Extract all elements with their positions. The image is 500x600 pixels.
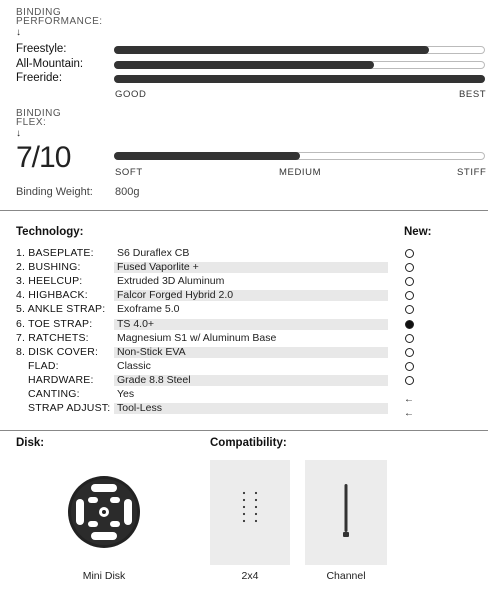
- down-arrow-icon: ↓: [16, 128, 21, 139]
- scale-stiff: STIFF: [457, 167, 487, 178]
- performance-heading-line2: PERFORMANCE:: [16, 16, 103, 27]
- technology-row-label: 5. ANKLE STRAP:: [16, 303, 106, 315]
- new-open-circle-icon: [404, 248, 414, 258]
- freeride-bar-fill: [114, 75, 485, 83]
- arrow-left-icon: ←: [404, 394, 414, 405]
- technology-row: [16, 375, 388, 387]
- technology-row-value: Non-Stick EVA: [117, 346, 186, 358]
- open-circle-icon: [405, 249, 414, 258]
- technology-row-label: 8. DISK COVER:: [16, 346, 99, 358]
- open-circle-icon: [405, 334, 414, 343]
- arrow-left-icon: [404, 389, 414, 405]
- scale-soft: SOFT: [115, 167, 143, 178]
- performance-label-freestyle: Freestyle:: [16, 43, 67, 55]
- freestyle-bar-fill: [114, 46, 429, 54]
- technology-row-value: Falcor Forged Hybrid 2.0: [117, 289, 234, 301]
- freeride-bar: [114, 75, 485, 83]
- open-circle-icon: [405, 362, 414, 371]
- open-circle-icon: [405, 263, 414, 272]
- all-mountain-bar-fill: [114, 61, 374, 69]
- filled-circle-icon: [405, 320, 414, 329]
- open-circle-icon: [405, 376, 414, 385]
- channel-slot-icon: [305, 460, 387, 565]
- new-open-circle-icon: [404, 262, 414, 272]
- technology-row-label: STRAP ADJUST:: [28, 402, 111, 414]
- technology-row: [16, 319, 388, 331]
- technology-title: Technology:: [16, 226, 84, 238]
- 2x4-hole-pattern-icon: [210, 460, 290, 565]
- new-open-circle-icon: [404, 333, 414, 343]
- new-open-circle-icon: [404, 304, 414, 314]
- technology-row: [16, 403, 388, 415]
- scale-good: GOOD: [115, 89, 147, 100]
- technology-row-value: Fused Vaporlite +: [117, 261, 199, 273]
- new-open-circle-icon: [404, 276, 414, 286]
- row-shade: [114, 389, 388, 400]
- technology-row-value: Grade 8.8 Steel: [117, 374, 191, 386]
- flex-heading-line1: BINDING: [16, 108, 62, 119]
- technology-row: [16, 290, 388, 302]
- binding-weight-value: 800g: [115, 186, 140, 198]
- performance-heading-line1: BINDING: [16, 7, 62, 18]
- flex-heading: [16, 109, 61, 127]
- new-open-circle-icon: [404, 375, 414, 385]
- technology-row: [16, 248, 388, 260]
- divider: [0, 210, 488, 211]
- new-open-circle-icon: [404, 347, 414, 357]
- technology-row: [16, 333, 388, 345]
- technology-row-value: Magnesium S1 w/ Aluminum Base: [117, 332, 277, 344]
- technology-row-value: Classic: [117, 360, 151, 372]
- technology-row: [16, 276, 388, 288]
- technology-row-value: S6 Duraflex CB: [117, 247, 190, 259]
- mini-disk-label: Mini Disk: [82, 570, 126, 582]
- technology-row-value: Extruded 3D Aluminum: [117, 275, 225, 287]
- scale-best: BEST: [459, 89, 487, 100]
- scale-medium: MEDIUM: [279, 167, 322, 178]
- arrow-left-icon: ←: [404, 408, 414, 419]
- divider: [0, 430, 488, 431]
- technology-row-value: Exoframe 5.0: [117, 303, 180, 315]
- compat-2x4-tile: [210, 460, 290, 565]
- flex-bar: [114, 152, 485, 160]
- compat-channel-tile: [305, 460, 387, 565]
- new-title: New:: [404, 226, 432, 238]
- disk-title: Disk:: [16, 437, 45, 449]
- technology-row-label: 3. HEELCUP:: [16, 275, 83, 287]
- technology-row: [16, 347, 388, 359]
- technology-row-label: 1. BASEPLATE:: [16, 247, 94, 259]
- technology-row-label: 4. HIGHBACK:: [16, 289, 88, 301]
- new-open-circle-icon: [404, 290, 414, 300]
- new-filled-dot-icon: [404, 319, 414, 329]
- technology-row-value: TS 4.0+: [117, 318, 155, 330]
- open-circle-icon: [405, 277, 414, 286]
- flex-value: 7/10: [16, 141, 71, 174]
- technology-row: [16, 361, 388, 373]
- technology-row-value: Yes: [117, 388, 135, 400]
- technology-row-label: 2. BUSHING:: [16, 261, 81, 273]
- binding-weight-label: Binding Weight:: [16, 186, 93, 198]
- freestyle-bar: [114, 46, 485, 54]
- open-circle-icon: [405, 348, 414, 357]
- arrow-left-icon: [404, 403, 414, 419]
- technology-row-label: 7. RATCHETS:: [16, 332, 89, 344]
- performance-heading: [16, 8, 103, 26]
- down-arrow-icon: ↓: [16, 27, 21, 38]
- technology-row-label: FLAD:: [28, 360, 59, 372]
- open-circle-icon: [405, 305, 414, 314]
- performance-label-freeride: Freeride:: [16, 72, 63, 84]
- technology-row: [16, 262, 388, 274]
- technology-row: [16, 304, 388, 316]
- performance-label-all-mountain: All-Mountain:: [16, 58, 84, 70]
- flex-bar-fill: [114, 152, 300, 160]
- row-shade: [114, 319, 388, 330]
- technology-row-label: HARDWARE:: [28, 374, 94, 386]
- compat-2x4-label: 2x4: [241, 570, 259, 582]
- row-shade: [114, 361, 388, 372]
- compat-channel-label: Channel: [326, 570, 366, 582]
- mini-disk-icon: [64, 472, 144, 552]
- compatibility-title: Compatibility:: [210, 437, 287, 449]
- all-mountain-bar: [114, 61, 485, 69]
- technology-row-label: CANTING:: [28, 388, 80, 400]
- new-open-circle-icon: [404, 361, 414, 371]
- technology-row-label: 6. TOE STRAP:: [16, 318, 93, 330]
- technology-row-value: Tool-Less: [117, 402, 162, 414]
- open-circle-icon: [405, 291, 414, 300]
- flex-heading-line2: FLEX:: [16, 117, 47, 128]
- technology-row: [16, 389, 388, 401]
